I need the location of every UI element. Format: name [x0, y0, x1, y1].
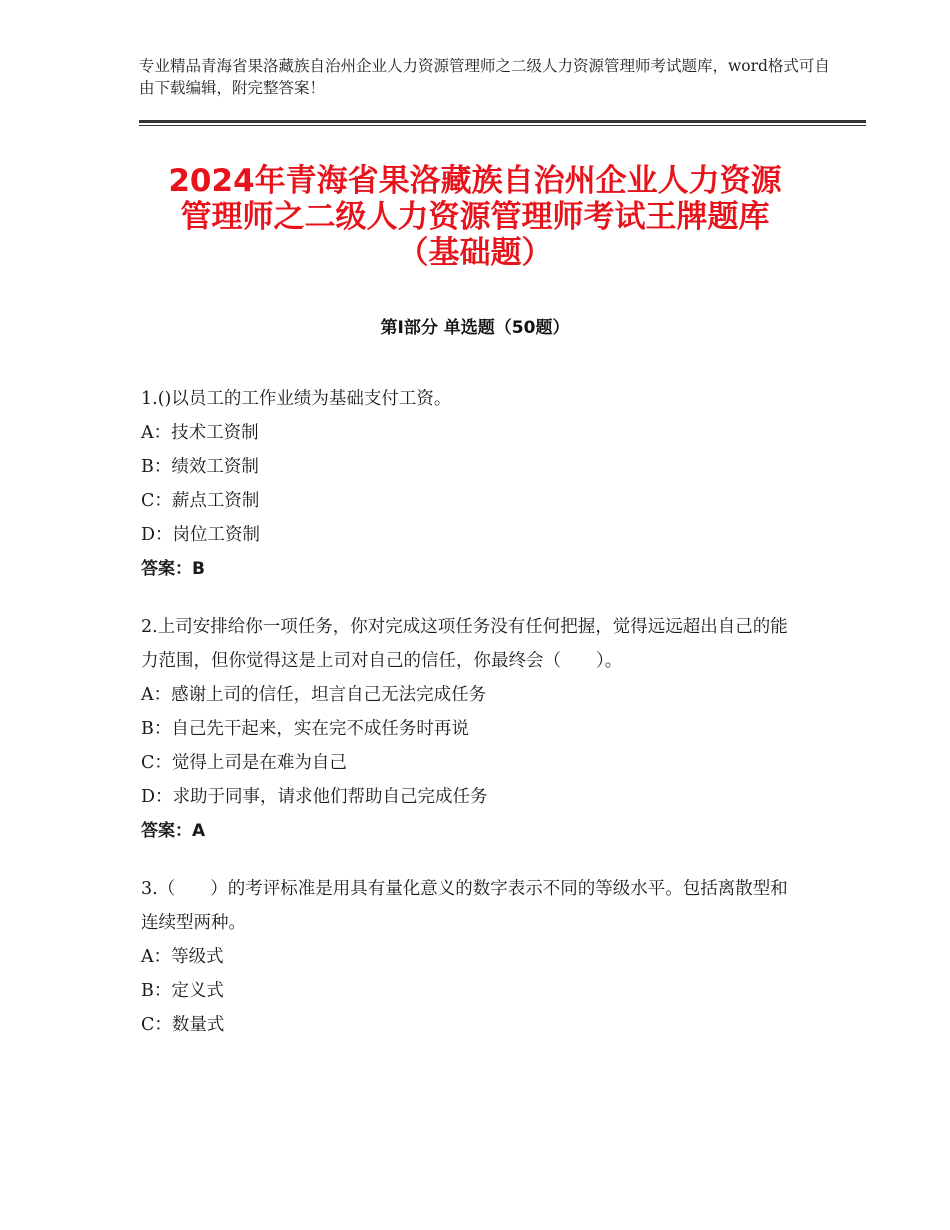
option-c: C：数量式 [141, 1015, 225, 1035]
question-3 [141, 872, 801, 1042]
question-list [141, 382, 801, 1066]
title-line-3: （基础题） [397, 235, 553, 271]
header-rule-thin [139, 125, 866, 126]
question-stem: 2.上司安排给你一项任务，你对完成这项任务没有任何把握，觉得远远超出自己的能力范围，但你觉得这是上司对自己的信任，你最终会（ ）。 [141, 617, 788, 671]
question-2 [141, 610, 801, 848]
option-b: B：绩效工资制 [141, 457, 259, 477]
option-c: C：觉得上司是在难为自己 [141, 753, 347, 773]
option-a: A：技术工资制 [141, 423, 259, 443]
option-b: B：自己先干起来，实在完不成任务时再说 [141, 719, 469, 739]
header-note: 专业精品青海省果洛藏族自治州企业人力资源管理师之二级人力资源管理师考试题库，word格式可自由下载编辑，附完整答案！ [139, 57, 830, 97]
option-a: A：等级式 [141, 947, 224, 967]
title-line-1: 2024年青海省果洛藏族自治州企业人力资源 [168, 163, 782, 199]
question-stem: 3.（ ）的考评标准是用具有量化意义的数字表示不同的等级水平。包括离散型和连续型两种。 [141, 879, 788, 933]
header-rule-thick [139, 120, 866, 123]
option-b: B：定义式 [141, 981, 224, 1001]
question-1 [141, 382, 801, 586]
document-title [100, 163, 850, 271]
option-a: A：感谢上司的信任，坦言自己无法完成任务 [141, 685, 487, 705]
answer-line: 答案：A [141, 821, 206, 841]
option-d: D：求助于同事，请求他们帮助自己完成任务 [141, 787, 488, 807]
option-d: D：岗位工资制 [141, 525, 261, 545]
question-stem: 1.()以员工的工作业绩为基础支付工资。 [141, 389, 452, 409]
title-line-2: 管理师之二级人力资源管理师考试王牌题库 [180, 199, 770, 235]
section-title: 第Ⅰ部分 单选题（50题） [380, 318, 570, 338]
option-c: C：薪点工资制 [141, 491, 260, 511]
answer-line: 答案：B [141, 559, 205, 579]
